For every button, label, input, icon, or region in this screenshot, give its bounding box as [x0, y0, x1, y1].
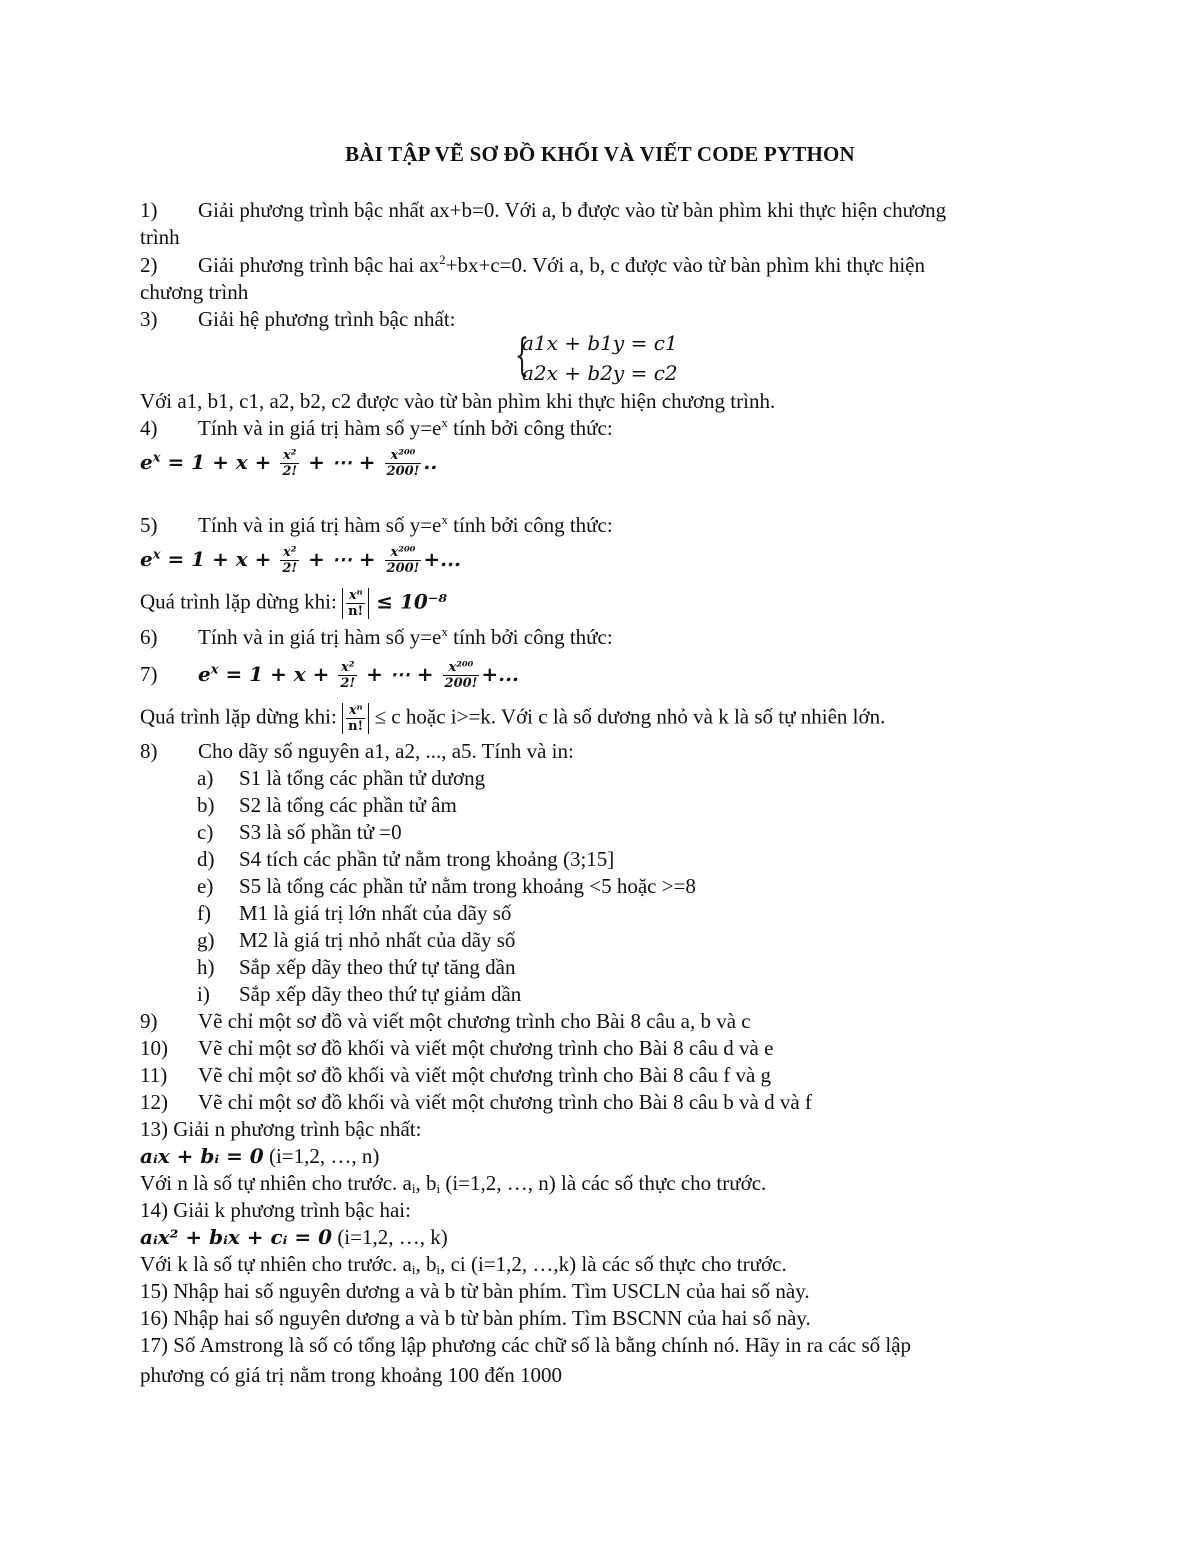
exercise-text: Vẽ chỉ một sơ đồ khối và viết một chương trình cho Bài 8 câu d và e	[198, 1036, 774, 1060]
note-text: Với k là số tự nhiên cho trước. a	[140, 1252, 412, 1276]
exercise-number: 5)	[140, 513, 158, 537]
exercise-number: 8)	[140, 739, 158, 763]
stop-text: ≤ 10⁻⁸	[369, 589, 448, 614]
note-text: , b	[415, 1171, 437, 1195]
exercise-6	[140, 624, 613, 651]
exercise-2-cont: chương trình	[140, 280, 249, 304]
fraction-denominator: n!	[348, 719, 364, 734]
fraction-denominator: 2!	[282, 464, 298, 479]
exercise-17-cont: phương có giá trị nằm trong khoảng 100 đến 1000	[140, 1363, 562, 1387]
exercise-17: 17) Số Amstrong là số có tổng lập phương các chữ số là bằng chính nó. Hãy in ra các số lập	[140, 1333, 912, 1357]
fraction-denominator: 2!	[340, 676, 356, 691]
formula-ex-5	[140, 545, 461, 576]
fraction-numerator: x²	[280, 545, 299, 561]
subscript: i	[411, 1262, 416, 1277]
list-item-text: Sắp xếp dãy theo thứ tự tăng dần	[239, 955, 516, 979]
formula-part: = 1 + x +	[160, 450, 279, 474]
fraction-denominator: 200!	[386, 561, 420, 576]
exercise-text: Giải phương trình bậc hai ax	[198, 253, 440, 277]
list-item	[197, 765, 485, 792]
equation-ex-13	[140, 1143, 379, 1170]
formula-part: +...	[481, 662, 520, 686]
exercise-7	[140, 660, 519, 691]
note-text: , b	[415, 1252, 437, 1276]
fraction-denominator: 200!	[444, 676, 478, 691]
absolute-value	[342, 588, 369, 619]
exercise-11	[140, 1062, 771, 1089]
stop-text: Quá trình lặp dừng khi:	[140, 704, 343, 729]
formula-part: + ⋯ +	[301, 450, 383, 474]
list-item-label: a)	[197, 766, 214, 790]
list-item-label: b)	[197, 793, 215, 817]
fraction-denominator: 2!	[282, 561, 298, 576]
formula-part: e	[198, 662, 211, 686]
exercise-3	[140, 306, 456, 333]
list-item-text: S2 là tổng các phần tử âm	[239, 793, 457, 817]
fraction-denominator: 200!	[386, 464, 420, 479]
note-text: , ci (i=1,2, …,k) là các số thực cho trước.	[440, 1252, 787, 1276]
equation-system	[508, 330, 678, 385]
list-item-text: S4 tích các phần tử nằm trong khoảng (3;15]	[239, 847, 615, 871]
exercise-5	[140, 512, 613, 539]
absolute-value	[342, 703, 369, 734]
exercise-text: Giải hệ phương trình bậc nhất:	[198, 307, 456, 331]
brace-symbol: {	[515, 330, 529, 381]
fraction	[338, 660, 357, 691]
list-item-text: M2 là giá trị nhỏ nhất của dãy số	[239, 928, 516, 952]
superscript: x	[210, 662, 219, 678]
exercise-text: Tính và in giá trị hàm số y=e	[198, 416, 442, 440]
exercise-14-note	[140, 1251, 787, 1278]
list-item	[197, 819, 402, 846]
exercise-1	[140, 197, 946, 224]
list-item-label: f)	[197, 901, 211, 925]
exercise-number: 2)	[140, 253, 158, 277]
superscript: x	[441, 415, 448, 430]
equation-range: (i=1,2, …, k)	[332, 1225, 448, 1249]
stop-text: Quá trình lặp dừng khi:	[140, 589, 343, 614]
exercise-text: Vẽ chỉ một sơ đồ khối và viết một chương trình cho Bài 8 câu b và d và f	[198, 1090, 812, 1114]
fraction	[280, 448, 299, 479]
formula-part: e	[140, 450, 153, 474]
equation: aᵢx² + bᵢx + cᵢ = 0	[140, 1225, 333, 1249]
fraction-numerator: xⁿ	[346, 588, 365, 604]
exercise-number: 9)	[140, 1009, 158, 1033]
list-item	[197, 954, 515, 981]
list-item	[197, 981, 521, 1008]
exercise-text: tính bởi công thức:	[447, 625, 613, 649]
list-item	[197, 927, 515, 954]
exercise-1-cont: trình	[140, 225, 180, 249]
subscript: i	[436, 1181, 441, 1196]
formula-part: +...	[423, 547, 462, 571]
exercise-13: 13) Giải n phương trình bậc nhất:	[140, 1117, 422, 1141]
equation-row-1: a1x + b1y = c1	[522, 331, 678, 355]
exercise-text: +bx+c=0. Với a, b, c được vào từ bàn phìm khi thực hiện	[445, 253, 926, 277]
superscript: 2	[439, 252, 446, 267]
exercise-15: 15) Nhập hai số nguyên dương a và b từ bàn phím. Tìm USCLN của hai số này.	[140, 1279, 810, 1303]
stop-condition-ex-5	[140, 588, 447, 619]
exercise-text: Giải phương trình bậc nhất ax+b=0. Với a, b được vào từ bàn phìm khi thực hiện chương	[198, 198, 947, 222]
formula-part: + ⋯ +	[359, 662, 441, 686]
fraction	[385, 448, 422, 479]
formula-part: e	[140, 547, 153, 571]
page-title: BÀI TẬP VẼ SƠ ĐỒ KHỐI VÀ VIẾT CODE PYTHON	[345, 142, 855, 166]
exercise-4	[140, 415, 613, 442]
stop-condition-ex-7	[140, 703, 885, 734]
formula-ex-4	[140, 448, 437, 479]
exercise-14: 14) Giải k phương trình bậc hai:	[140, 1198, 411, 1222]
list-item	[197, 873, 696, 900]
fraction	[346, 588, 365, 619]
list-item	[197, 792, 457, 819]
equation: aᵢx + bᵢ = 0	[140, 1144, 264, 1168]
fraction-numerator: x²⁰⁰	[385, 545, 422, 561]
list-item-text: S1 là tổng các phần tử dương	[239, 766, 486, 790]
list-item-text: S3 là số phần tử =0	[239, 820, 402, 844]
formula-part: = 1 + x +	[160, 547, 279, 571]
exercise-2	[140, 252, 925, 279]
subscript: i	[436, 1262, 441, 1277]
exercise-number: 11)	[140, 1063, 168, 1087]
exercise-number: 3)	[140, 307, 158, 331]
exercise-12	[140, 1089, 812, 1116]
list-item-text: Sắp xếp dãy theo thứ tự giảm dần	[239, 982, 522, 1006]
list-item-label: c)	[197, 820, 214, 844]
list-item-text: S5 là tổng các phần tử nằm trong khoảng <5 hoặc >=8	[239, 874, 696, 898]
formula-part: ..	[423, 450, 438, 474]
superscript: x	[152, 450, 161, 466]
equation-row-2: a2x + b2y = c2	[522, 361, 678, 385]
exercise-16: 16) Nhập hai số nguyên dương a và b từ bàn phím. Tìm BSCNN của hai số này.	[140, 1306, 811, 1330]
exercise-number: 6)	[140, 625, 158, 649]
superscript: x	[441, 512, 448, 527]
superscript: x	[441, 624, 448, 639]
fraction	[385, 545, 422, 576]
fraction	[280, 545, 299, 576]
exercise-number: 10)	[140, 1036, 168, 1060]
exercise-9	[140, 1008, 751, 1035]
fraction	[443, 660, 480, 691]
fraction-numerator: x²⁰⁰	[443, 660, 480, 676]
list-item	[197, 846, 614, 873]
list-item-label: d)	[197, 847, 215, 871]
superscript: x	[152, 547, 161, 563]
formula-ex-7	[198, 660, 520, 691]
list-item-label: i)	[197, 982, 210, 1006]
list-item-label: g)	[197, 928, 215, 952]
subscript: i	[411, 1181, 416, 1196]
note-text: Với n là số tự nhiên cho trước. a	[140, 1171, 412, 1195]
exercise-text: Tính và in giá trị hàm số y=e	[198, 513, 442, 537]
exercise-number: 1)	[140, 198, 158, 222]
fraction	[346, 703, 365, 734]
exercise-number: 4)	[140, 416, 158, 440]
list-item-label: e)	[197, 874, 214, 898]
fraction-numerator: x²⁰⁰	[385, 448, 422, 464]
exercise-number: 7)	[140, 662, 158, 686]
formula-part: = 1 + x +	[218, 662, 337, 686]
equation-range: (i=1,2, …, n)	[263, 1144, 380, 1168]
stop-text: ≤ c hoặc i>=k. Với c là số dương nhỏ và k là số tự nhiên lớn.	[369, 704, 886, 729]
exercise-number: 12)	[140, 1090, 168, 1114]
note-text: (i=1,2, …, n) là các số thực cho trước.	[440, 1171, 767, 1195]
exercise-text: Tính và in giá trị hàm số y=e	[198, 625, 442, 649]
fraction-numerator: x²	[338, 660, 357, 676]
formula-part: + ⋯ +	[301, 547, 383, 571]
exercise-3-note: Với a1, b1, c1, a2, b2, c2 được vào từ bàn phìm khi thực hiện chương trình.	[140, 389, 776, 413]
exercise-text: Vẽ chỉ một sơ đồ và viết một chương trình cho Bài 8 câu a, b và c	[198, 1009, 751, 1033]
exercise-text: Cho dãy số nguyên a1, a2, ..., a5. Tính và in:	[198, 739, 574, 763]
exercise-text: Vẽ chỉ một sơ đồ khối và viết một chương trình cho Bài 8 câu f và g	[198, 1063, 772, 1087]
equation-ex-14	[140, 1224, 448, 1251]
exercise-text: tính bởi công thức:	[447, 416, 613, 440]
exercise-text: tính bởi công thức:	[447, 513, 613, 537]
fraction-denominator: n!	[348, 604, 364, 619]
list-item	[197, 900, 511, 927]
exercise-10	[140, 1035, 773, 1062]
list-item-text: M1 là giá trị lớn nhất của dãy số	[239, 901, 512, 925]
exercise-8	[140, 738, 574, 765]
fraction-numerator: x²	[280, 448, 299, 464]
exercise-13-note	[140, 1170, 766, 1197]
list-item-label: h)	[197, 955, 215, 979]
fraction-numerator: xⁿ	[346, 703, 365, 719]
